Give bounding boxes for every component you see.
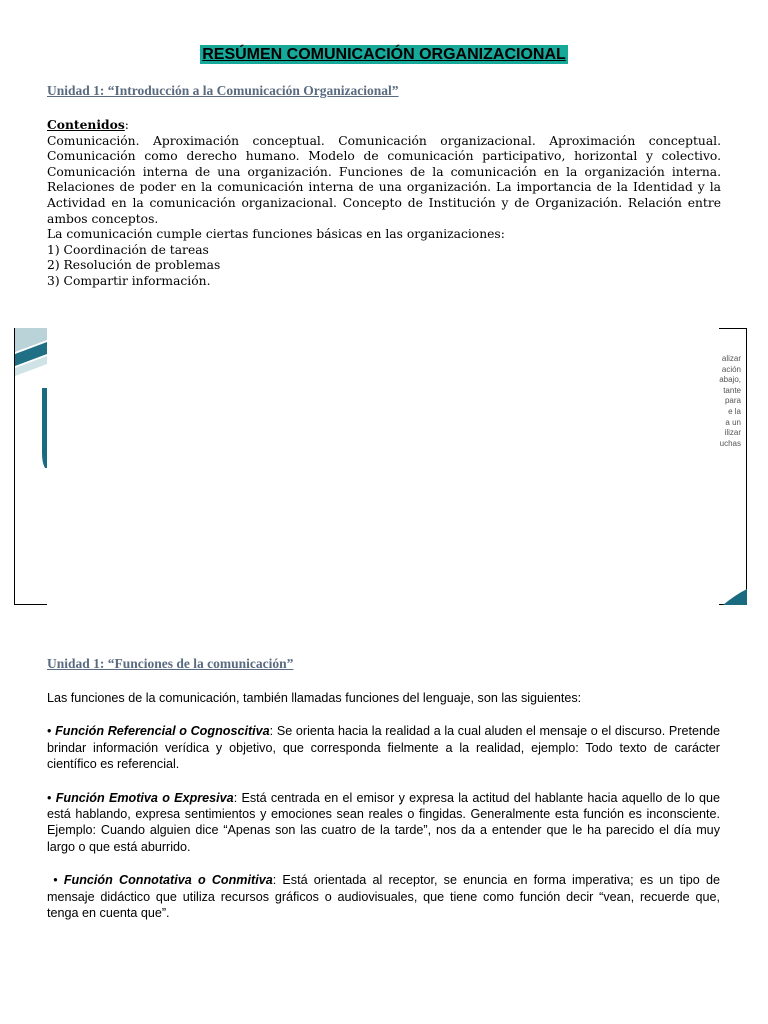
function-term: Función Connotativa o Conmitiva (63, 873, 273, 888)
function-item-1: 1) Coordinación de tareas (47, 242, 209, 257)
contents-paragraph (47, 117, 721, 227)
unit1-heading: Unidad 1: “Introducción a la Comunicación Organizacional” (47, 83, 399, 98)
embedded-slide-image (14, 328, 747, 605)
function-description: : Está orientada al receptor, se enuncia en forma imperativa; es un tipo de mensaje didáctico que utiliza recursos gráficos o audiovisuales, que tiene como función decir “vean, recuerde que, tenga en cuenta que”. (47, 873, 721, 921)
slide-wave-decoration-right (717, 585, 747, 605)
function-term: Función Emotiva o Expresiva (55, 790, 234, 805)
bullet: • (53, 873, 58, 888)
slide-text-line: alizar (721, 354, 741, 363)
unit2-intro: Las funciones de la comunicación, también llamadas funciones del lenguaje, son las siguientes: (47, 691, 582, 705)
slide-text-line: para (724, 396, 741, 406)
function-item-3: 3) Compartir información. (47, 273, 211, 288)
contents-text: Comunicación. Aproximación conceptual. Comunicación organizacional. Aproximación conceptual. Comunicación como derecho humano. Modelo de comunicación participativo, horizontal y colectivo. Comunicación interna de una organización. Funciones de la comunicación en la organización interna. Relaciones de poder en la comunicación interna de una organización. La importancia de la Identidad y la Actividad en la comunicación organizacional. Concepto de Institución y de Organización. Relación entre ambos conceptos. (47, 133, 721, 226)
slide-text-line: ación (721, 364, 741, 374)
slide-text-line: uchas (719, 438, 741, 448)
function-description: : Está centrada en el emisor y expresa la actitud del hablante hacia aquello de lo que está hablando, expresa sentimientos y emociones sean reales o fingidas. Generalmente esta función es inconsciente. Ejemplo: Cuando alguien dice “Apenas son las cuatro de la tarde”, nos da a entender que le ha parecido el día muy largo o que está aburrido. (47, 790, 720, 854)
slide-text-line: ilizar (724, 428, 741, 438)
function-emotive-paragraph (47, 790, 720, 856)
slide-cropped-text (701, 354, 741, 449)
slide-wave-decoration-left (15, 328, 55, 478)
document-title: RESÚMEN COMUNICACIÓN ORGANIZACIONAL (202, 46, 566, 63)
slide-border-bottom-left (14, 604, 47, 605)
slide-border-right (746, 328, 747, 605)
document-title-wrap (0, 44, 768, 64)
slide-text-line: a un (725, 417, 741, 427)
function-description: : Se orienta hacia la realidad a la cual aluden el mensaje o el discurso. Pretende brindar información verídica y objetivo, que corresponda fielmente a la realidad, ejemplo: Todo texto de carácter científico es referencial. (47, 724, 720, 772)
unit2-heading: Unidad 1: “Funciones de la comunicación” (47, 656, 294, 671)
slide-border-top-right (719, 328, 747, 329)
slide-text-line: abajo, (719, 375, 741, 385)
function-referential-paragraph (47, 723, 720, 772)
bullet: • (47, 790, 52, 805)
contents-label: Contenidos (47, 117, 125, 132)
functions-intro: La comunicación cumple ciertas funciones básicas en las organizaciones: (47, 227, 505, 242)
bullet: • (47, 724, 52, 739)
unit1-content (47, 117, 721, 290)
function-term: Función Referencial o Cognoscitiva (55, 724, 270, 739)
contents-colon: : (124, 118, 129, 132)
unit2-content (47, 690, 720, 921)
function-item-2: 2) Resolución de problemas (47, 258, 221, 273)
slide-text-line: e la (728, 406, 741, 416)
slide-text-line: tante (723, 385, 741, 395)
function-connotative-paragraph (47, 872, 720, 921)
